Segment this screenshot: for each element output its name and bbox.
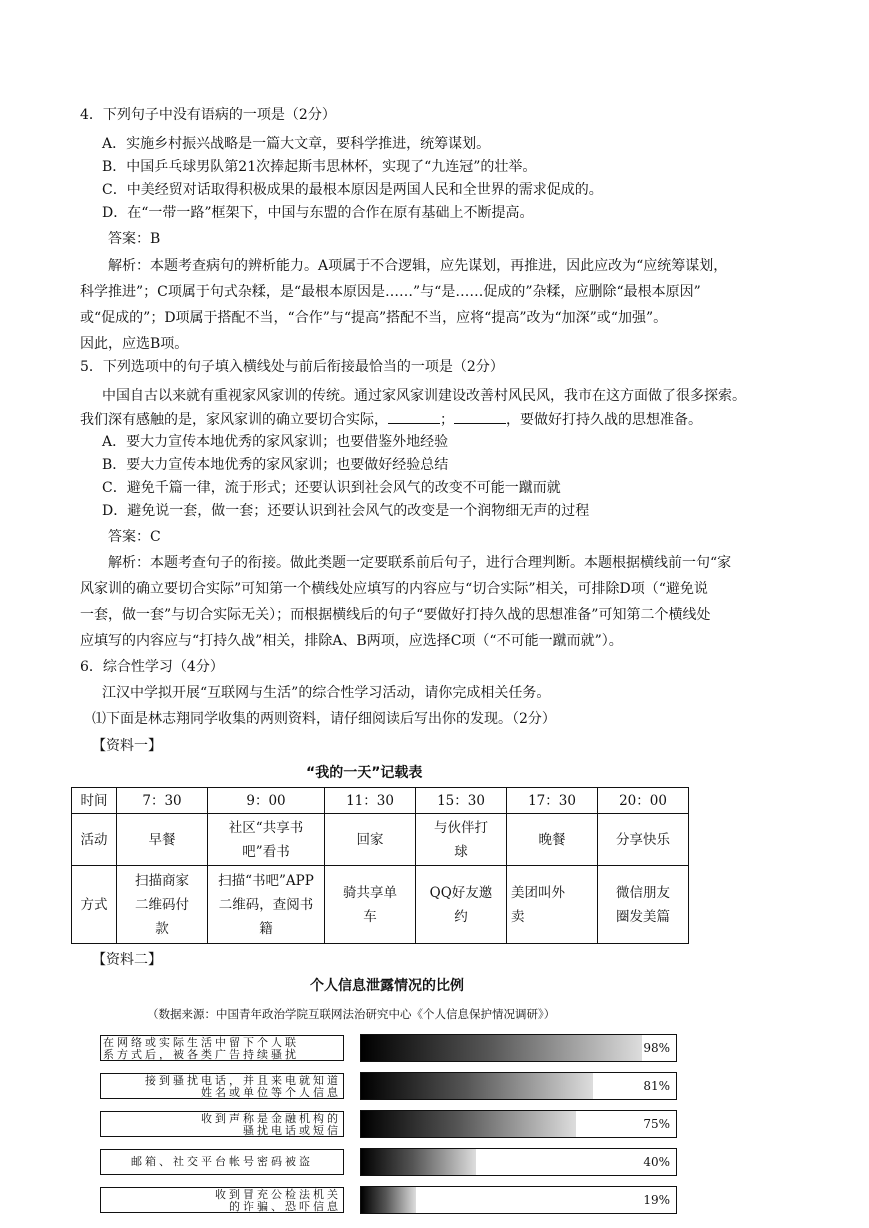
bar (361, 1149, 476, 1175)
q5-passage-line-2 (80, 409, 702, 430)
q5-option-c: C．避免千篇一律，流于形式；还要认识到社会风气的改变不可能一蹴而就 (102, 480, 561, 496)
bar-value-label: 19% (643, 1193, 670, 1207)
table-cell (117, 866, 208, 944)
table-row-activity (72, 814, 689, 866)
bar-category-label-line: 收到声称是金融机构的 (201, 1112, 341, 1125)
table-cell-line: 微信朋友 (616, 884, 670, 901)
bar-category-label-line: 接到骚扰电话，并且来电就知道 (145, 1074, 341, 1087)
table-cell-line: 二维码，查阅书 (218, 896, 314, 913)
table-row-label: 活动 (72, 814, 117, 866)
bar-category-label (100, 1111, 344, 1137)
table-header-cell: 17：30 (507, 788, 598, 814)
q5-stem: 5．下列选项中的句子填入横线处与前后衔接最恰当的一项是（2分） (80, 359, 504, 375)
bar-value-label: 98% (643, 1041, 670, 1055)
material-one-label: 【资料一】 (92, 738, 162, 754)
table-cell-line: 扫描商家 (135, 872, 189, 889)
q4-analysis-line-4: 因此，应选B项。 (80, 336, 189, 352)
table-header-cell: 9：00 (208, 788, 325, 814)
table-cell (416, 814, 507, 866)
q6-stem: 6．综合性学习（4分） (80, 659, 224, 675)
table-header-row (72, 788, 689, 814)
q5-option-a: A．要大力宣传本地优秀的家风家训；也要借鉴外地经验 (102, 434, 449, 450)
bar-category-label-line: 姓名或单位等个人信息 (201, 1086, 341, 1099)
table-header-cell: 11：30 (325, 788, 416, 814)
table-cell-line: 约 (454, 908, 468, 925)
q5-option-b: B．要大力宣传本地优秀的家风家训；也要做好经验总结 (102, 457, 449, 473)
fill-blank-2 (454, 409, 506, 424)
fill-blank-1 (388, 409, 440, 424)
table-cell-line: 二维码付 (135, 896, 189, 913)
table-cell-line: 骑共享单 (343, 884, 397, 901)
bar-category-label (100, 1073, 344, 1099)
table-row-method (72, 866, 689, 944)
table-cell (598, 866, 689, 944)
bar (361, 1073, 593, 1099)
bar-category-label (100, 1187, 344, 1213)
bar (361, 1187, 416, 1213)
q5-passage-part-2: ； (440, 412, 454, 428)
table-cell (208, 814, 325, 866)
chart-title: 个人信息泄露情况的比例 (310, 978, 464, 994)
table-cell (416, 866, 507, 944)
bar-frame (360, 1110, 677, 1138)
q4-analysis-line-1: 解析：本题考查病句的辨析能力。A项属于不合逻辑，应先谋划，再推进，因此应改为“应统筹谋划， (108, 258, 728, 274)
daily-record-table (71, 787, 689, 944)
table-title: “我的一天”记载表 (306, 765, 423, 781)
table-cell-line: 扫描“书吧”APP (218, 872, 314, 889)
table-cell (507, 866, 598, 944)
bar-category-label-line: 的诈骗、恐吓信息 (229, 1200, 341, 1213)
table-header-cell: 7：30 (117, 788, 208, 814)
table-row-label: 方式 (72, 866, 117, 944)
q5-answer: 答案：C (108, 529, 161, 545)
bar-value-label: 40% (643, 1155, 670, 1169)
bar-category-label-line: 收到冒充公检法机关 (215, 1188, 341, 1201)
table-cell-line: 分享快乐 (616, 831, 670, 848)
q4-analysis-line-2: 科学推进”；C项属于句式杂糅，是“最根本原因是……”与“是……促成的”杂糅，应删除“最根本原因” (80, 284, 701, 300)
bar-frame (360, 1186, 677, 1214)
table-cell-line: 社区“共享书 (228, 819, 304, 836)
bar-frame (360, 1072, 677, 1100)
q4-option-a: A．实施乡村振兴战略是一篇大文章，要科学推进，统筹谋划。 (102, 136, 491, 152)
bar-category-label (100, 1149, 344, 1175)
bar-category-label-line: 邮箱、社交平台帐号密码被盗 (131, 1155, 313, 1168)
table-cell-line: 款 (155, 920, 169, 937)
q4-analysis-line-3: 或“促成的”；D项属于搭配不当，“合作”与“提高”搭配不当，应将“提高”改为“加深”或“加强”。 (80, 310, 668, 326)
bar-category-label-line: 在网络或实际生活中留下个人联 (103, 1036, 299, 1049)
q4-stem: 4．下列句子中没有语病的一项是（2分） (80, 107, 336, 123)
table-cell-line: 卖 (511, 908, 525, 925)
table-cell-line: 吧”看书 (242, 843, 290, 860)
q5-passage-part-3: ，要做好打持久战的思想准备。 (506, 412, 702, 428)
q6-intro: 江汉中学拟开展“互联网与生活”的综合性学习活动，请你完成相关任务。 (102, 685, 551, 701)
q5-analysis-line-1: 解析：本题考查句子的衔接。做此类题一定要联系前后句子，进行合理判断。本题根据横线前一句“家 (108, 555, 732, 571)
q5-option-d: D．避免说一套，做一套；还要认识到社会风气的改变是一个润物细无声的过程 (102, 503, 590, 519)
table-cell-line: 晚餐 (538, 831, 566, 848)
table-cell (598, 814, 689, 866)
table-cell (117, 814, 208, 866)
q4-option-b: B．中国乒乓球男队第21次捧起斯韦思林杯，实现了“九连冠”的壮举。 (102, 159, 537, 175)
table-cell-line: 美团叫外 (511, 884, 565, 901)
q4-option-d: D．在“一带一路”框架下，中国与东盟的合作在原有基础上不断提高。 (102, 205, 534, 221)
bar-category-label (100, 1035, 344, 1061)
q4-answer: 答案：B (108, 231, 161, 247)
table-cell-line: 回家 (356, 831, 384, 848)
table-cell-line: 籍 (259, 920, 273, 937)
bar (361, 1035, 642, 1061)
table-cell (325, 866, 416, 944)
bar-value-label: 75% (643, 1117, 670, 1131)
table-header-cell: 时间 (72, 788, 117, 814)
table-cell-line: 与伙伴打 (434, 819, 488, 836)
table-cell (325, 814, 416, 866)
material-two-label: 【资料二】 (92, 952, 162, 968)
bar-frame (360, 1034, 677, 1062)
chart-source: （数据来源：中国青年政治学院互联网法治研究中心《个人信息保护情况调研》） (147, 1007, 556, 1021)
table-cell-line: 圈发美篇 (616, 908, 670, 925)
q5-analysis-line-3: 一套，做一套”与切合实际无关）；而根据横线后的句子“要做好打持久战的思想准备”可知第二个横线处 (80, 607, 711, 623)
table-cell-line: QQ好友邀 (429, 884, 493, 901)
table-cell-line: 车 (363, 908, 377, 925)
table-cell (507, 814, 598, 866)
q6-sub-question-1: ⑴下面是林志翔同学收集的两则资料，请仔细阅读后写出你的发现。（2分） (92, 711, 556, 727)
bar-category-label-line: 骚扰电话或短信 (243, 1124, 341, 1137)
q5-passage-line-1: 中国自古以来就有重视家风家训的传统。通过家风家训建设改善村风民风，我市在这方面做了很多探索。 (102, 388, 746, 404)
q5-analysis-line-2: 风家训的确立要切合实际”可知第一个横线处应填写的内容应与“切合实际”相关，可排除D项（“避免说 (80, 581, 708, 597)
bar-frame (360, 1148, 677, 1176)
bar-value-label: 81% (643, 1079, 670, 1093)
table-header-cell: 15：30 (416, 788, 507, 814)
table-header-cell: 20：00 (598, 788, 689, 814)
bar-category-label-line: 系方式后，被各类广告持续骚扰 (103, 1048, 299, 1061)
q5-analysis-line-4: 应填写的内容应与“打持久战”相关，排除A、B两项，应选择C项（“不可能一蹴而就”）。 (80, 633, 623, 649)
bar (361, 1111, 576, 1137)
q4-option-c: C．中美经贸对话取得积极成果的最根本原因是两国人民和全世界的需求促成的。 (102, 182, 603, 198)
q5-passage-part-1: 我们深有感触的是，家风家训的确立要切合实际， (80, 412, 388, 428)
table-cell-line: 早餐 (148, 831, 176, 848)
table-cell-line: 球 (454, 843, 468, 860)
table-cell (208, 866, 325, 944)
